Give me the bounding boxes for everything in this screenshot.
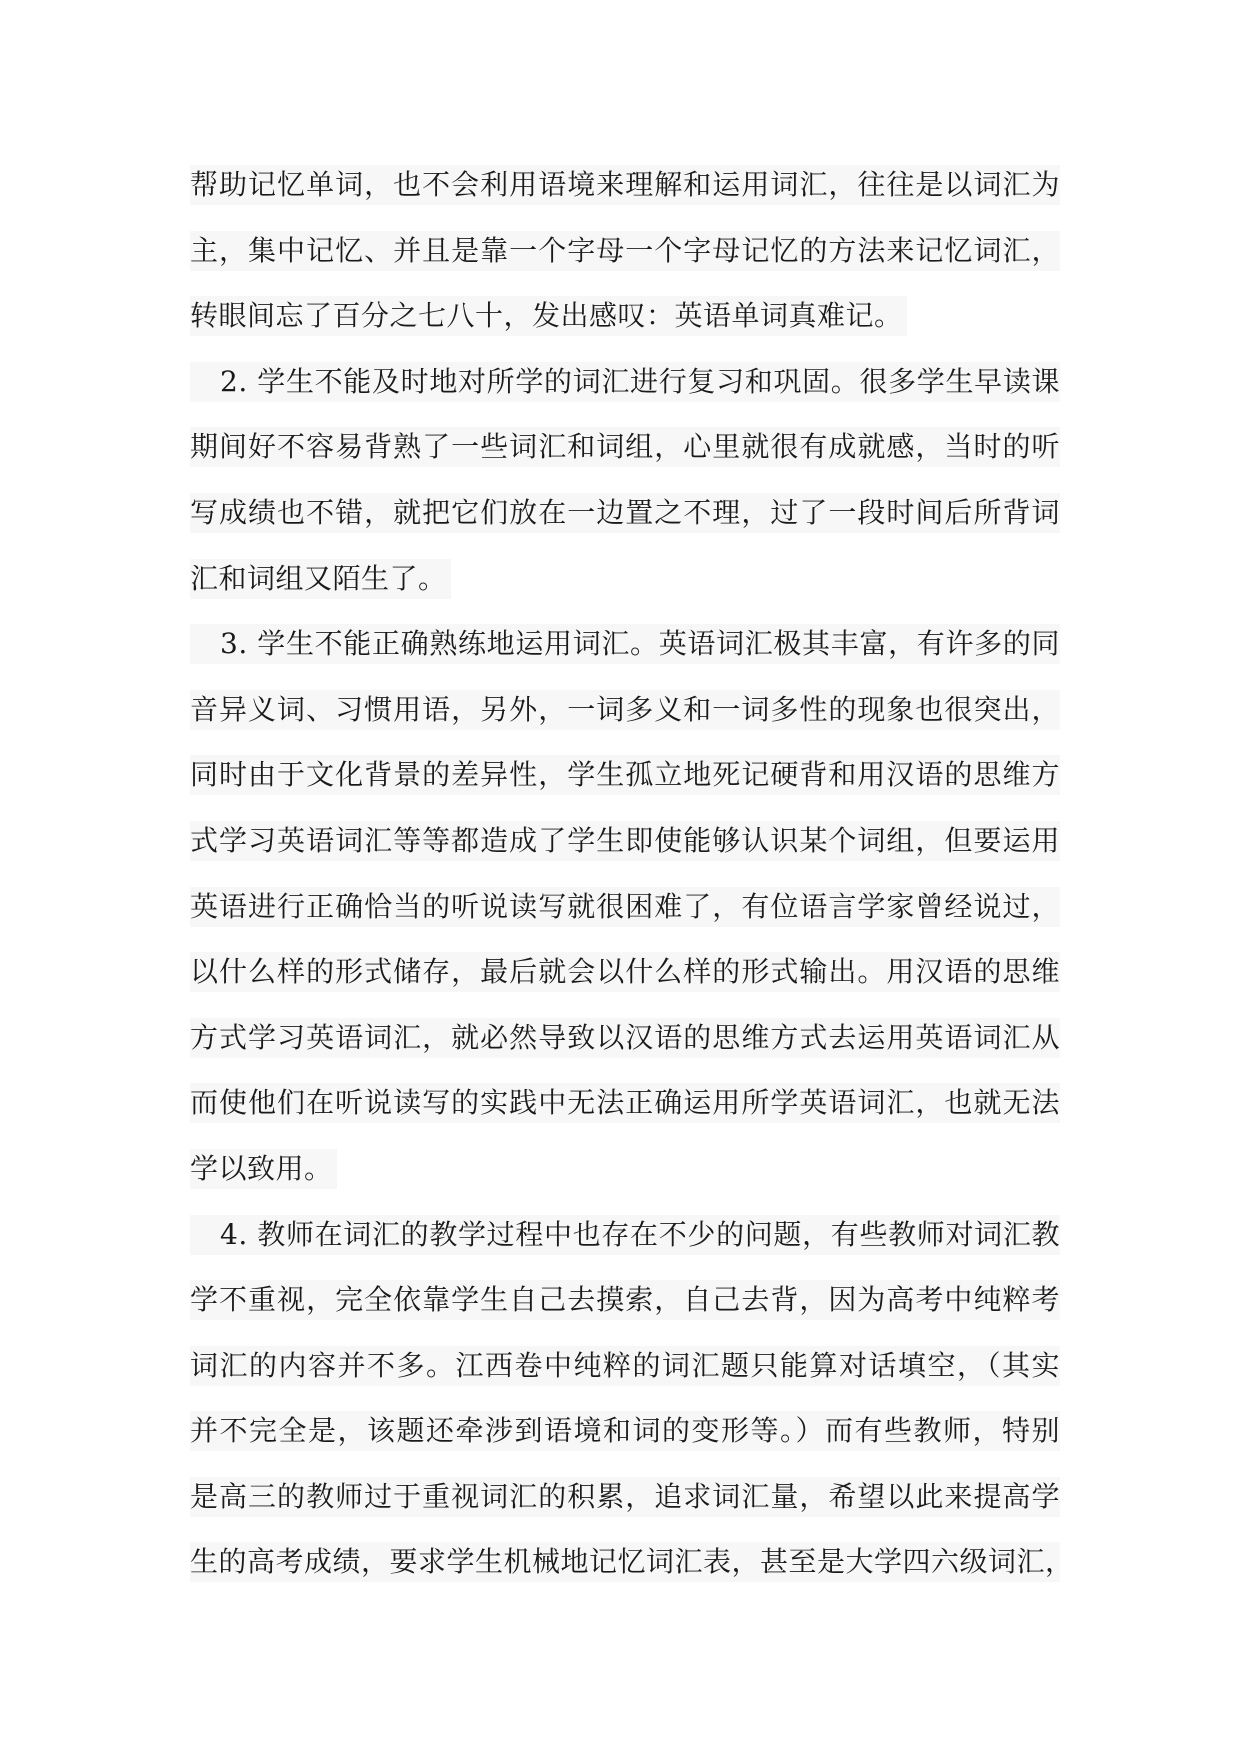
text-line [190, 152, 1060, 218]
text-line [190, 1333, 1060, 1399]
text-line-content: 4. 教师在词汇的教学过程中也存在不少的问题，有些教师对词汇教 [190, 1215, 1060, 1255]
text-line [190, 349, 1060, 415]
text-line-content: 式学习英语词汇等等都造成了学生即使能够认识某个词组，但要运用 [190, 821, 1060, 861]
text-line [190, 1398, 1060, 1464]
text-line [190, 1202, 1060, 1268]
text-line-content: 英语进行正确恰当的听说读写就很困难了，有位语言学家曾经说过， [190, 887, 1060, 927]
text-line-content: 3. 学生不能正确熟练地运用词汇。英语词汇极其丰富，有许多的同 [190, 624, 1060, 664]
text-line [190, 939, 1060, 1005]
text-line-content: 并不完全是，该题还牵涉到语境和词的变形等。）而有些教师，特别 [190, 1411, 1060, 1451]
text-line-content: 期间好不容易背熟了一些词汇和词组，心里就很有成就感，当时的听 [190, 427, 1060, 467]
text-line-content: 汇和词组又陌生了。 [190, 559, 451, 599]
text-line [190, 1136, 1060, 1202]
text-line-content: 主，集中记忆、并且是靠一个字母一个字母记忆的方法来记忆词汇， [190, 231, 1060, 271]
text-line [190, 1070, 1060, 1136]
text-line [190, 677, 1060, 743]
text-line [190, 1529, 1074, 1595]
text-line-content: 学以致用。 [190, 1149, 337, 1189]
text-line [190, 480, 1060, 546]
text-line [190, 611, 1060, 677]
text-line-content: 学不重视，完全依靠学生自己去摸索，自己去背，因为高考中纯粹考 [190, 1280, 1060, 1320]
text-line [190, 546, 1060, 612]
text-line-content: 是高三的教师过于重视词汇的积累，追求词汇量，希望以此来提高学 [190, 1477, 1060, 1517]
text-line [190, 1005, 1060, 1071]
text-line-content: 以什么样的形式储存，最后就会以什么样的形式输出。用汉语的思维 [190, 952, 1060, 992]
text-line [190, 808, 1060, 874]
text-line [190, 1267, 1060, 1333]
text-line-content: 而使他们在听说读写的实践中无法正确运用所学英语词汇，也就无法 [190, 1083, 1060, 1123]
text-line-content: 2. 学生不能及时地对所学的词汇进行复习和巩固。很多学生早读课 [190, 362, 1060, 402]
text-line-content: 帮助记忆单词，也不会利用语境来理解和运用词汇，往往是以词汇为 [190, 165, 1060, 205]
text-line [190, 414, 1060, 480]
body-text [190, 152, 1074, 1595]
text-line-content: 词汇的内容并不多。江西卷中纯粹的词汇题只能算对话填空，（其实 [190, 1346, 1060, 1386]
text-line [190, 283, 1060, 349]
text-line-content: 同时由于文化背景的差异性，学生孤立地死记硬背和用汉语的思维方 [190, 755, 1060, 795]
text-line-content: 音异义词、习惯用语，另外，一词多义和一词多性的现象也很突出， [190, 690, 1060, 730]
text-line [190, 742, 1060, 808]
text-line-content: 转眼间忘了百分之七八十，发出感叹：英语单词真难记。 [190, 296, 907, 336]
text-line [190, 1464, 1060, 1530]
text-line [190, 874, 1060, 940]
text-line-content: 写成绩也不错，就把它们放在一边置之不理，过了一段时间后所背词 [190, 493, 1060, 533]
text-line-content: 方式学习英语词汇，就必然导致以汉语的思维方式去运用英语词汇从 [190, 1018, 1060, 1058]
text-line-content: 生的高考成绩，要求学生机械地记忆词汇表，甚至是大学四六级词汇， [190, 1542, 1060, 1582]
text-line [190, 218, 1060, 284]
